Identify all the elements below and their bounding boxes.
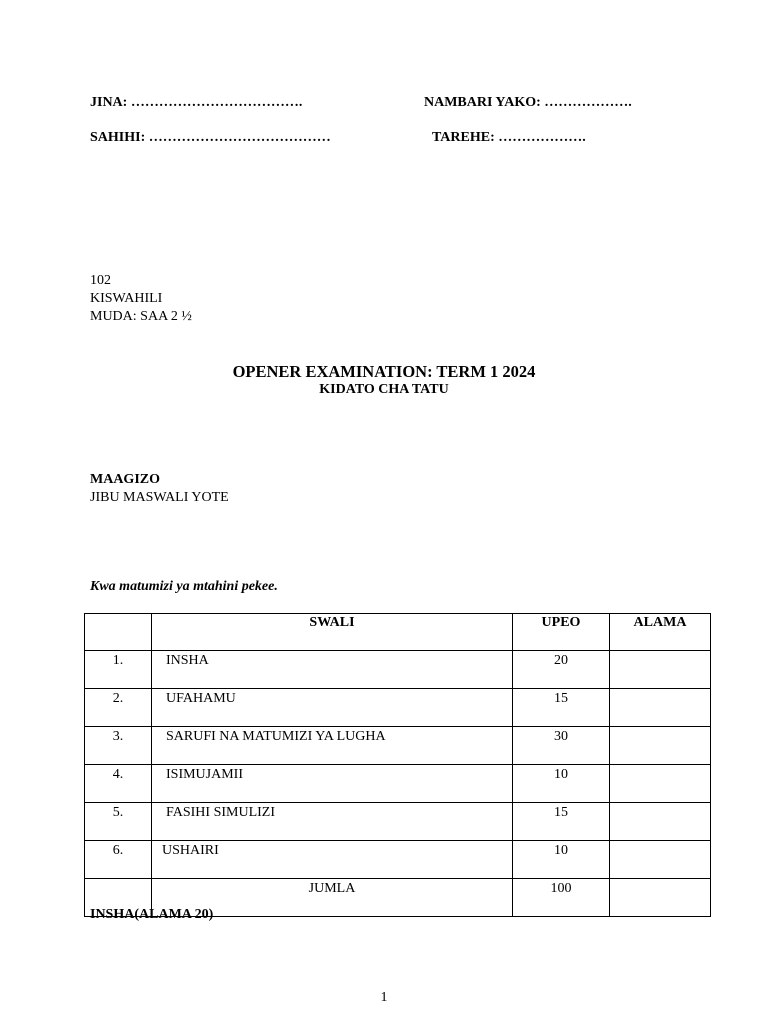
row-upeo: 20 [513,651,610,689]
table-header-row [85,614,711,651]
nambari-field: NAMBARI YAKO: ………………. [424,95,632,110]
examiner-note: Kwa matumizi ya mtahini pekee. [90,579,278,594]
row-swali: INSHA [152,651,513,689]
instructions-text: JIBU MASWALI YOTE [90,490,229,505]
row-alama[interactable] [610,651,711,689]
paper-subject: KISWAHILI [90,291,163,306]
marks-table [84,613,711,917]
table-row [85,727,711,765]
exam-form: KIDATO CHA TATU [319,382,449,397]
row-upeo: 15 [513,803,610,841]
total-upeo: 100 [513,879,610,917]
row-alama[interactable] [610,841,711,879]
row-num: 3. [85,727,152,765]
row-num: 2. [85,689,152,727]
row-alama[interactable] [610,727,711,765]
row-swali: FASIHI SIMULIZI [152,803,513,841]
table-row [85,651,711,689]
table-row [85,841,711,879]
row-num: 5. [85,803,152,841]
row-alama[interactable] [610,765,711,803]
row-num: 1. [85,651,152,689]
row-upeo: 10 [513,841,610,879]
header-alama: ALAMA [610,614,711,651]
jina-field: JINA: ………………………………. [90,95,303,110]
tarehe-field: TAREHE: ………………. [432,130,586,145]
paper-duration: MUDA: SAA 2 ½ [90,309,192,324]
row-alama[interactable] [610,689,711,727]
total-alama[interactable] [610,879,711,917]
table-row [85,765,711,803]
row-upeo: 15 [513,689,610,727]
paper-code: 102 [90,273,111,288]
exam-title: OPENER EXAMINATION: TERM 1 2024 [232,362,536,381]
instructions-heading: MAAGIZO [90,472,160,487]
row-num: 6. [85,841,152,879]
header-num [85,614,152,651]
row-upeo: 10 [513,765,610,803]
row-alama[interactable] [610,803,711,841]
row-swali: SARUFI NA MATUMIZI YA LUGHA [152,727,513,765]
row-swali: ISIMUJAMII [152,765,513,803]
total-label: JUMLA [152,879,513,917]
table-row [85,689,711,727]
page-number: 1 [380,990,388,1005]
row-swali: UFAHAMU [152,689,513,727]
row-swali: USHAIRI [152,841,513,879]
header-swali: SWALI [152,614,513,651]
sahihi-field: SAHIHI: ………………………………… [90,130,331,145]
table-row [85,803,711,841]
header-upeo: UPEO [513,614,610,651]
row-num: 4. [85,765,152,803]
row-upeo: 30 [513,727,610,765]
section-heading: INSHA(ALAMA 20) [90,907,214,922]
